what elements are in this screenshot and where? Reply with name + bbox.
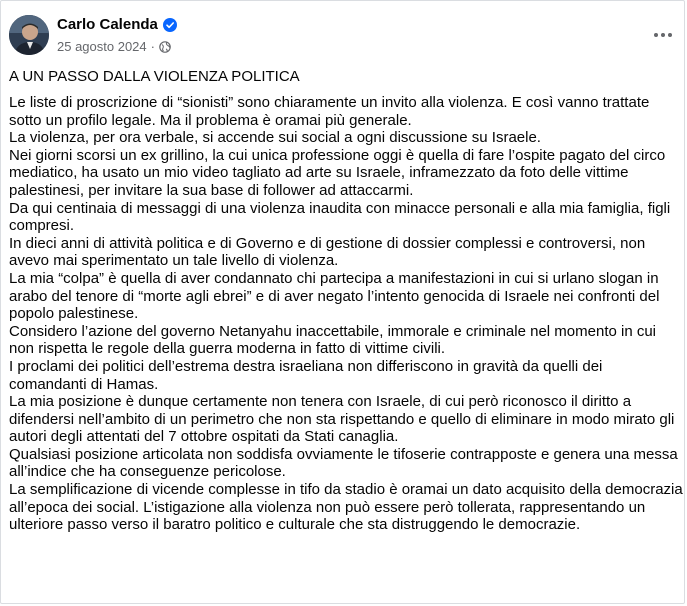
post-paragraph: Nei giorni scorsi un ex grillino, la cui unica professione oggi è quella di fare l’ospite pagato del circo mediatico, ha usato un mio video tagliato ad arte su Israele, inframezzato da foto delle vittime palestinesi, per invitare la sua base di follower ad attaccarmi. bbox=[9, 146, 666, 199]
post-title: A UN PASSO DALLA VIOLENZA POLITICA bbox=[9, 68, 300, 85]
post-paragraph: Da qui centinaia di messaggi di una violenza inaudita con minacce personali e alla mia famiglia, figli compresi. bbox=[9, 199, 671, 235]
post-paragraph: Le liste di proscrizione di “sionisti” sono chiaramente un invito alla violenza. E così vanno trattate sotto un profilo legale. Ma il problema è oramai più generale. bbox=[9, 94, 650, 129]
post-paragraph: La mia “colpa” è quella di aver condannato chi partecipa a manifestazioni in cui si urlano slogan in arabo del tenore di “morte agli ebrei” e di aver negato l’intento genocida di Israele nei confronti del popolo palestinese. bbox=[9, 269, 660, 323]
post-body bbox=[9, 94, 683, 534]
post-paragraph: In dieci anni di attività politica e di Governo e di gestione di dossier complessi e controversi, non avevo mai sperimentato un tale livello di violenza. bbox=[9, 234, 646, 270]
globe-icon[interactable] bbox=[159, 41, 171, 53]
post-header bbox=[9, 11, 679, 59]
post-paragraph: La violenza, per ora verbale, si accende sui social a ogni discussione su Israele. bbox=[9, 129, 541, 147]
verified-badge-icon bbox=[163, 18, 177, 32]
meta-separator: · bbox=[150, 39, 155, 54]
post-meta bbox=[57, 39, 171, 55]
post-date[interactable]: 25 agosto 2024 bbox=[57, 39, 147, 54]
post-paragraph: I proclami dei politici dell’estrema destra israeliana non differiscono in gravità da quelli dei comandanti di Hamas. bbox=[9, 357, 603, 393]
post-paragraph: La semplificazione di vicende complesse in tifo da stadio è oramai un dato acquisito della democrazia all’epoca dei social. L’istigazione alla violenza non può essere però tollerata, rappresentando un ulteriore passo verso il baratro politico e culturale che sta distruggendo le democrazie. bbox=[9, 481, 683, 534]
post-paragraph: Considero l’azione del governo Netanyahu inaccettabile, immorale e criminale nel momento in cui non rispetta le regole della guerra moderna in fatto di vittime civili. bbox=[9, 322, 657, 358]
author-name[interactable]: Carlo Calenda bbox=[57, 16, 158, 33]
author-row bbox=[57, 16, 177, 34]
author-avatar[interactable] bbox=[9, 15, 49, 55]
more-options-icon[interactable] bbox=[649, 21, 677, 49]
post-paragraph: La mia posizione è dunque certamente non tenera con Israele, di cui però riconosco il diritto a difendersi nell’ambito di un perimetro che non sta rispettando e quello di eliminare in modo mirato gli autori degli attentati del 7 ottobre ospitati da Stati canaglia. bbox=[9, 393, 675, 446]
post-paragraph: Qualsiasi posizione articolata non soddisfa ovviamente le tifoserie contrapposte e genera una messa all’indice che ha conseguenze pericolose. bbox=[9, 445, 678, 481]
